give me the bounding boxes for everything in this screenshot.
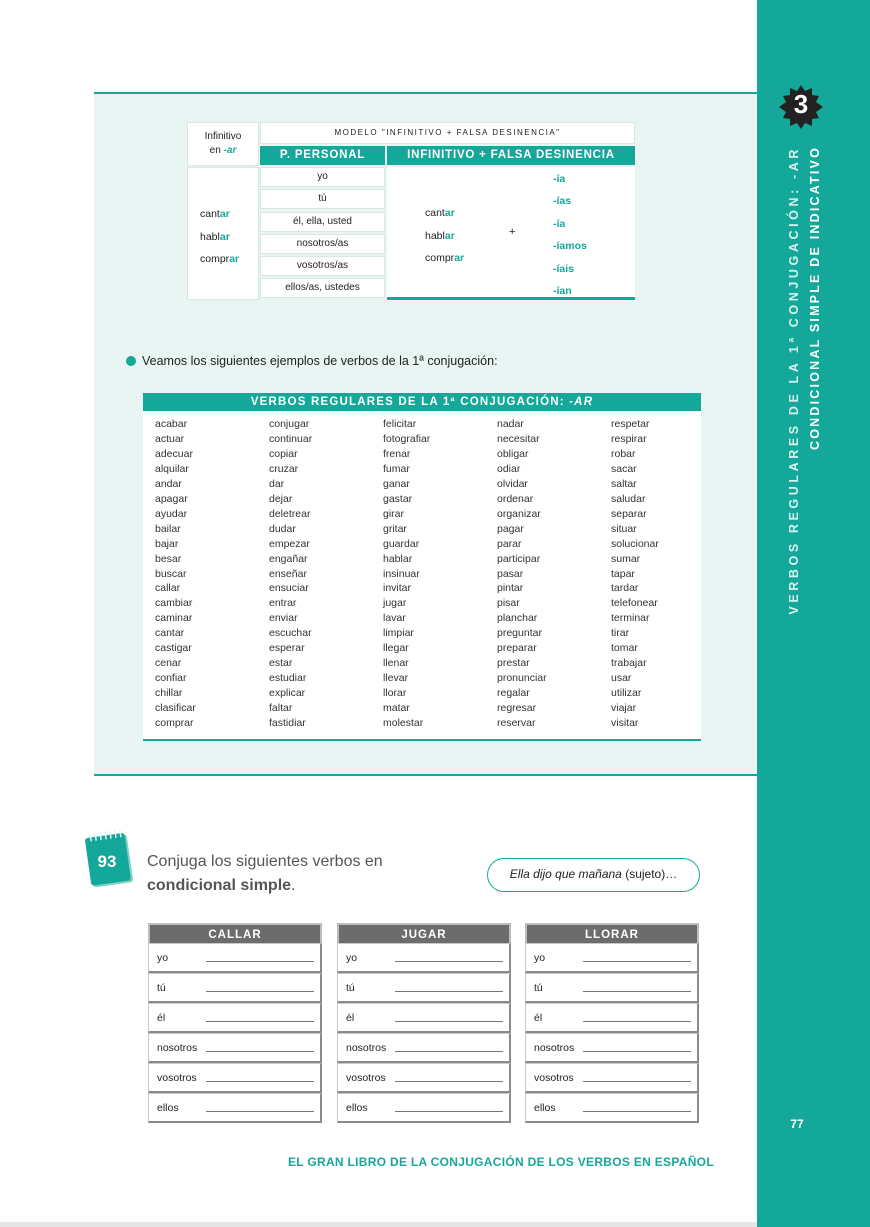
verb-item: respetar [611,418,650,430]
answer-line[interactable] [395,1111,503,1112]
verb-item: alquilar [155,462,189,475]
page-edge [0,1222,757,1227]
answer-row[interactable] [525,1003,699,1033]
verb-item: reservar [497,717,536,730]
verb-item: cambiar [155,597,193,610]
person-cell: tú [260,189,385,209]
verb-item: bajar [155,537,179,550]
conjugation-table-title: JUGAR [337,923,511,943]
conjugation-table-title: LLORAR [525,923,699,943]
verb-item: besar [155,552,182,565]
verb-item: ordenar [497,492,534,505]
answer-row[interactable] [148,1093,322,1123]
verb-item: lavar [383,612,406,625]
conjugation-table-title: CALLAR [148,923,322,943]
model-caption: MODELO "INFINITIVO + FALSA DESINENCIA" [260,122,635,144]
hint-rest: (sujeto)… [621,867,678,881]
verb-item: obligar [497,447,529,460]
verb-item: cenar [155,657,182,670]
verb-item: chillar [155,687,183,700]
person-label: nosotros [534,1042,575,1054]
verb-list-title-text: VERBOS REGULARES DE LA 1ª CONJUGACIÓN: [250,396,570,408]
verb-item: escuchar [269,627,312,640]
model-verb: cantar [425,207,455,219]
answer-row[interactable] [337,1033,511,1063]
verb-item: callar [155,582,181,595]
bullet-icon [126,356,136,366]
exercise-hint [487,858,700,892]
verb-item: usar [611,672,632,685]
person-label: nosotros [157,1042,198,1054]
page-number: 77 [790,1117,804,1131]
answer-line[interactable] [206,1021,314,1022]
answer-row[interactable] [525,1063,699,1093]
verb-item: invitar [383,582,412,595]
verb-item: clasificar [155,702,196,715]
verb-item: gritar [383,522,407,535]
exercise-number-badge [82,829,138,891]
verb-item: faltar [269,702,293,715]
stem-verbs [425,202,464,270]
verb-item: limpiar [383,627,414,640]
verb-item: tirar [611,627,630,640]
verb-item: llegar [383,642,409,655]
ending: -ían [553,285,572,298]
header-personal-pronoun: P. PERSONAL [260,146,385,165]
ending: -íais [553,262,575,275]
person-cell: él, ella, usted [260,212,385,232]
verb-item: necesitar [497,432,540,445]
exercise-title [147,850,383,898]
infinitive-sublabel-prefix: en [209,145,224,156]
verb-item: pintar [497,582,524,595]
verb-item: actuar [155,432,185,445]
verb-item: odiar [497,462,521,475]
verb-item: tapar [611,567,635,580]
person-label: él [534,1012,543,1024]
verb-item: acabar [155,418,188,430]
ending: -íamos [553,240,587,253]
verb-item: regresar [497,702,537,715]
verb-item: dudar [269,522,296,535]
answer-line[interactable] [583,1081,691,1082]
verb-item: olvidar [497,477,528,490]
infinitive-sublabel [188,144,258,158]
model-verb: comprar [200,253,240,265]
answer-line[interactable] [583,1021,691,1022]
verb-item: utilizar [611,687,642,700]
person-label: tú [346,982,355,994]
answer-row[interactable] [337,1093,511,1123]
exercise-number: 93 [97,852,117,871]
verb-list-table [143,393,701,741]
answer-row[interactable] [525,943,699,973]
verb-list-title-ending: -AR [569,396,594,408]
answer-line[interactable] [395,1081,503,1082]
person-label: yo [346,952,358,964]
verb-item: fumar [383,462,410,475]
verb-item: dar [269,477,285,490]
intro-label: Veamos los siguientes ejemplos de verbos de la 1ª conjugación: [142,354,498,368]
answer-row[interactable] [525,1033,699,1063]
verb-item: solucionar [611,537,659,550]
verb-column [611,417,659,731]
verb-item: visitar [611,717,639,730]
person-cell: ellos/as, ustedes [260,278,385,298]
ending: -ías [553,195,572,208]
verb-item: tardar [611,582,639,595]
verb-item: insinuar [383,567,420,580]
person-label: yo [157,952,169,964]
verb-item: pisar [497,597,520,610]
verb-item: andar [155,477,182,490]
verb-item: pronunciar [497,672,547,685]
answer-line[interactable] [395,1051,503,1052]
person-label: ellos [157,1102,179,1114]
verb-item: fotografiar [383,432,431,445]
verb-item: pagar [497,522,524,535]
intro-text [126,354,498,368]
verb-item: prestar [497,657,530,670]
endings-list [553,168,587,302]
exercise-title-end: . [291,877,296,894]
verb-item: jugar [383,597,407,610]
person-label: vosotros [346,1072,386,1084]
verb-item: buscar [155,567,187,580]
conjugation-table-callar [148,923,322,1131]
side-title-line1: VERBOS REGULARES DE LA 1ª CONJUGACIÓN: -AR [787,146,801,615]
verb-item: engañar [269,552,308,565]
infinitive-label: Infinitivo [204,131,242,142]
verb-item: separar [611,507,647,520]
answer-row[interactable] [148,973,322,1003]
exercise-title-line1: Conjuga los siguientes verbos en [147,853,383,870]
verb-item: estar [269,657,293,670]
model-verb: hablar [200,230,230,243]
verb-item: preparar [497,642,537,655]
answer-line[interactable] [206,991,314,992]
verb-item: gastar [383,492,413,505]
verb-item: llorar [383,687,407,700]
infinitive-column [187,167,259,300]
verb-item: bailar [155,522,181,535]
person-label: tú [534,982,543,994]
plus-sign: + [509,226,516,238]
verb-item: planchar [497,612,538,625]
verb-item: felicitar [383,418,417,430]
verb-column [155,417,196,731]
chapter-badge [779,85,823,129]
verb-item: empezar [269,537,310,550]
verb-item: viajar [611,702,637,715]
verb-item: sacar [611,462,637,475]
verb-item: parar [497,537,522,550]
answer-row[interactable] [148,943,322,973]
verb-item: explicar [269,687,306,700]
answer-row[interactable] [337,1063,511,1093]
person-label: ellos [346,1102,368,1114]
answer-row[interactable] [525,1093,699,1123]
model-verb: hablar [425,229,455,242]
verb-item: hablar [383,552,413,565]
answer-line[interactable] [395,1021,503,1022]
verb-column [383,417,430,731]
person-label: ellos [534,1102,556,1114]
verb-item: enviar [269,612,298,625]
verb-item: molestar [383,717,424,730]
verb-item: apagar [155,492,188,505]
verb-item: respirar [611,432,647,445]
answer-row[interactable] [148,1003,322,1033]
verb-item: copiar [269,447,298,460]
verb-item: estudiar [269,672,307,685]
person-label: él [346,1012,355,1024]
verb-item: esperar [269,642,305,655]
person-cell: yo [260,167,385,187]
person-label: vosotros [157,1072,197,1084]
infinitive-verbs [200,203,239,271]
verb-item: robar [611,447,636,460]
verb-item: llenar [383,657,409,670]
answer-row[interactable] [148,1033,322,1063]
verb-list-title [143,393,701,411]
person-cell: nosotros/as [260,234,385,254]
infinitive-sublabel-ending: -ar [223,145,237,156]
verb-item: participar [497,552,541,565]
verb-item: ayudar [155,507,188,520]
infinitive-header [187,122,259,166]
model-verb: cantar [200,208,230,220]
verb-item: trabajar [611,657,647,670]
verb-item: entrar [269,597,297,610]
book-title-footer: EL GRAN LIBRO DE LA CONJUGACIÓN DE LOS VERBOS EN ESPAÑOL [288,1155,714,1169]
side-title-line2: CONDICIONAL SIMPLE DE INDICATIVO [808,146,822,450]
person-column [260,167,385,300]
verb-item: guardar [383,537,420,550]
verb-item: saltar [611,477,637,490]
verb-item: sumar [611,552,641,565]
model-table [187,122,635,300]
verb-item: terminar [611,612,650,625]
conjugation-table-jugar [337,923,511,1131]
answer-line[interactable] [206,1051,314,1052]
verb-item: frenar [383,447,411,460]
verb-item: confiar [155,672,187,685]
verb-item: preguntar [497,627,542,640]
person-cell: vosotros/as [260,256,385,276]
verb-item: ensuciar [269,582,309,595]
verb-item: caminar [155,612,193,625]
ending: -ía [553,173,566,185]
verb-item: situar [611,522,637,535]
verb-item: comprar [155,717,194,730]
answer-row[interactable] [525,973,699,1003]
verb-item: saludar [611,492,646,505]
side-title [783,146,829,616]
verb-item: enseñar [269,567,307,580]
verb-column [269,417,312,731]
verb-item: deletrear [269,507,311,520]
verb-item: fastidiar [269,717,306,730]
person-label: yo [534,952,546,964]
verb-item: dejar [269,492,293,505]
hint-italic: Ella dijo que mañana [509,867,622,881]
verb-item: conjugar [269,418,310,430]
person-label: él [157,1012,166,1024]
answer-line[interactable] [583,1111,691,1112]
verb-item: girar [383,507,405,520]
exercise-title-bold: condicional simple [147,877,292,894]
verb-item: matar [383,702,410,715]
verb-item: regalar [497,687,530,700]
answer-line[interactable] [583,991,691,992]
chapter-number: 3 [793,89,809,119]
exercise-title-line2 [147,874,383,898]
person-label: vosotros [534,1072,574,1084]
person-label: tú [157,982,166,994]
ending: -ía [553,217,566,230]
answer-row[interactable] [148,1063,322,1093]
answer-line[interactable] [206,1111,314,1112]
verb-item: tomar [611,642,638,655]
verb-item: adecuar [155,447,193,460]
answer-line[interactable] [583,961,691,962]
answer-line[interactable] [206,961,314,962]
answer-line[interactable] [395,991,503,992]
verb-item: telefonear [611,597,658,610]
verb-item: nadar [497,418,524,430]
answer-row[interactable] [337,973,511,1003]
verb-item: pasar [497,567,524,580]
header-infinitive-ending: INFINITIVO + FALSA DESINENCIA [387,146,635,165]
answer-line[interactable] [395,961,503,962]
verb-item: cantar [155,627,185,640]
verb-item: ganar [383,477,410,490]
answer-line[interactable] [206,1081,314,1082]
model-verb: comprar [425,252,465,264]
verb-item: cruzar [269,462,299,475]
answer-row[interactable] [337,1003,511,1033]
person-label: nosotros [346,1042,387,1054]
answer-row[interactable] [337,943,511,973]
verb-item: castigar [155,642,192,655]
verb-item: continuar [269,432,313,445]
conjugation-table-llorar [525,923,699,1131]
verb-item: organizar [497,507,541,520]
answer-line[interactable] [583,1051,691,1052]
notepad-icon [82,829,138,891]
verb-item: llevar [383,672,409,685]
verb-column [497,417,547,731]
